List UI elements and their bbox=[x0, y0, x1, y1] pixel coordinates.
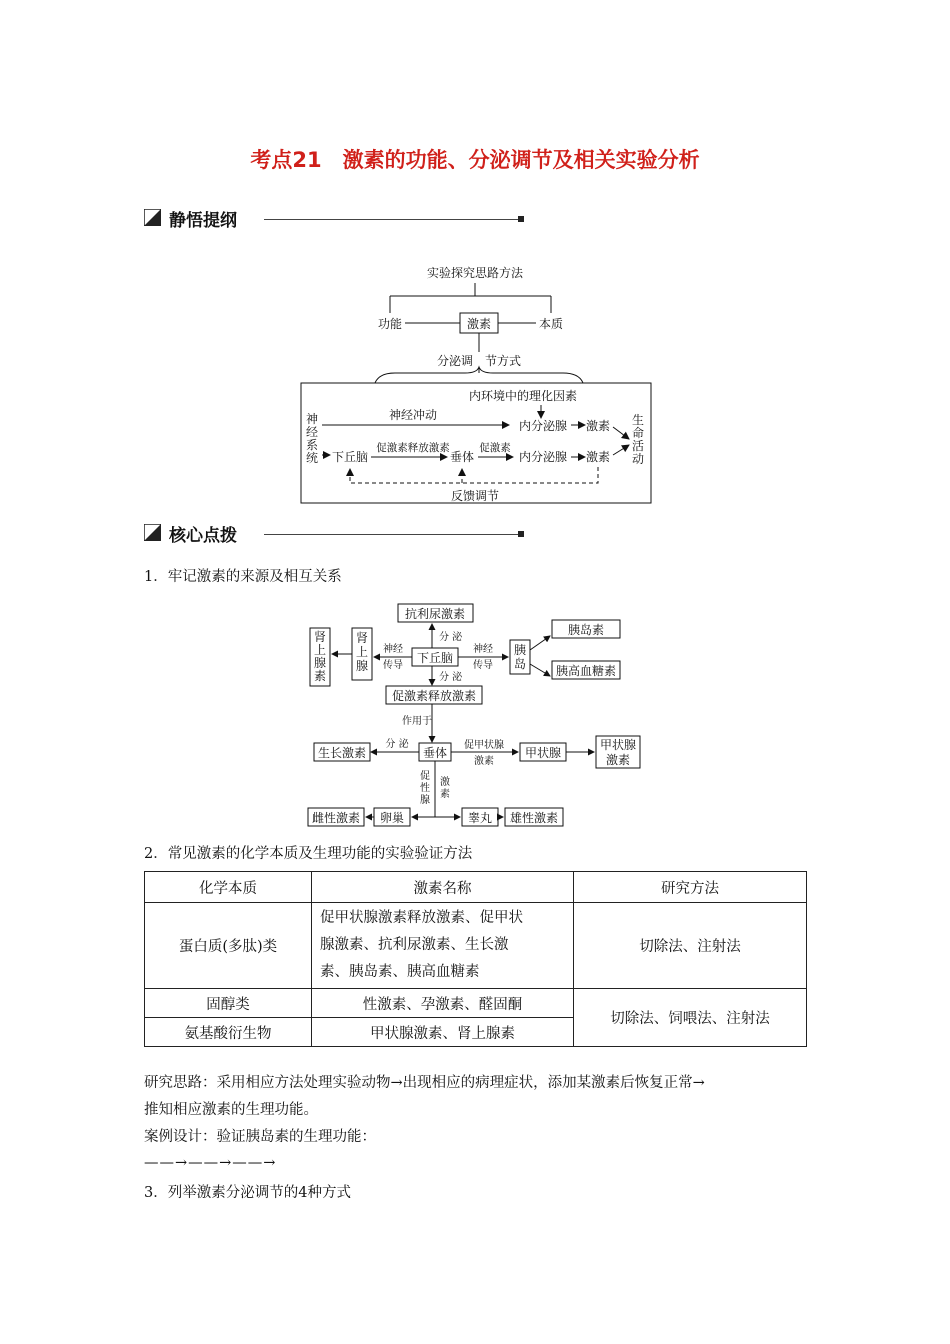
impulse-label: 神经冲动 bbox=[388, 408, 438, 422]
item-3-heading: 3．列举激素分泌调节的4种方式 bbox=[144, 1185, 351, 1201]
hormone-label-1: 激素 bbox=[585, 419, 611, 433]
tsh-bottom-label: 激素 bbox=[474, 756, 494, 767]
page-title: 考点21 激素的功能、分泌调节及相关实验分析 bbox=[250, 148, 700, 172]
nerve-right-1: 神经 bbox=[473, 644, 493, 655]
table-cell-names: 性激素、孕激素、醛固酮 bbox=[312, 989, 574, 1018]
section-label: 核心点拨 bbox=[169, 526, 237, 546]
item-2-heading: 2．常见激素的化学本质及生理功能的实验验证方法 bbox=[144, 846, 473, 862]
function-label: 功能 bbox=[377, 317, 403, 331]
feedback-label: 反馈调节 bbox=[450, 489, 500, 503]
pituitary-label: 垂体 bbox=[422, 746, 448, 760]
releasing-hormone-label: 促激素释放激素 bbox=[376, 442, 450, 454]
section-rule bbox=[264, 534, 518, 535]
case-design: 案例设计：验证胰岛素的生理功能： bbox=[144, 1129, 376, 1145]
table-cell-method: 切除法、注射法 bbox=[574, 903, 807, 989]
regulation-mode-label: 分泌调 节方式 bbox=[436, 354, 522, 368]
section-rule-end bbox=[518, 531, 524, 537]
life-char-4: 动 bbox=[631, 452, 645, 466]
adrenal-char-2: 上 bbox=[355, 645, 369, 659]
adh-label: 抗利尿激素 bbox=[404, 607, 466, 621]
table-cell-nature: 固醇类 bbox=[145, 989, 312, 1018]
regulation-overview-diagram bbox=[295, 255, 660, 510]
hormone-relationship-diagram bbox=[300, 598, 650, 830]
thyroid-label: 甲状腺 bbox=[524, 746, 562, 760]
life-char-1: 生 bbox=[631, 413, 645, 427]
acts-on-label: 作用于 bbox=[402, 716, 432, 727]
table-header: 激素名称 bbox=[312, 872, 574, 903]
table-header: 化学本质 bbox=[145, 872, 312, 903]
pituitary-label: 垂体 bbox=[449, 450, 475, 464]
adrenaline-char-2: 上 bbox=[313, 643, 327, 657]
hormone-label-2: 激素 bbox=[585, 450, 611, 464]
gonadotropin-right-2: 素 bbox=[440, 789, 450, 800]
islet-char-2: 岛 bbox=[513, 657, 527, 671]
table-row bbox=[145, 989, 807, 1018]
table-cell-nature: 氨基酸衍生物 bbox=[145, 1018, 312, 1047]
endocrine-label-2: 内分泌腺 bbox=[518, 450, 568, 464]
table-cell-names: 甲状腺激素、肾上腺素 bbox=[312, 1018, 574, 1047]
estrogen-label: 雌性激素 bbox=[311, 811, 361, 825]
hormone-label: 激素 bbox=[466, 317, 492, 331]
adrenal-char-3: 腺 bbox=[355, 659, 369, 673]
table-header: 研究方法 bbox=[574, 872, 807, 903]
hypothalamus-label: 下丘脑 bbox=[331, 450, 369, 464]
adrenaline-char-4: 素 bbox=[313, 669, 327, 683]
testis-label: 睾丸 bbox=[467, 811, 493, 825]
thyroxine-line-2: 激素 bbox=[605, 753, 631, 767]
trh-label: 促激素释放激素 bbox=[391, 689, 477, 703]
table-row bbox=[145, 903, 807, 989]
androgen-label: 雄性激素 bbox=[509, 811, 559, 825]
section-rule-end bbox=[518, 216, 524, 222]
nervous-char-3: 系 bbox=[305, 438, 319, 452]
nerve-right-2: 传导 bbox=[473, 660, 493, 671]
internal-env-label: 内环境中的理化因素 bbox=[468, 389, 578, 403]
thyroxine-line-1: 甲状腺 bbox=[599, 738, 637, 752]
section-label: 静悟提纲 bbox=[169, 211, 237, 231]
blank-chain: ——→——→——→ bbox=[144, 1155, 277, 1171]
adrenaline-char-3: 腺 bbox=[313, 656, 327, 670]
hormone-method-table bbox=[144, 871, 807, 1047]
section-rule bbox=[264, 219, 518, 220]
essence-label: 本质 bbox=[538, 317, 564, 331]
insulin-label: 胰岛素 bbox=[567, 623, 605, 637]
gh-label: 生长激素 bbox=[317, 746, 367, 760]
item-1-heading: 1．牢记激素的来源及相互关系 bbox=[144, 569, 342, 585]
section-corner-icon bbox=[144, 209, 161, 226]
gonadotropin-left-2: 性 bbox=[420, 783, 430, 794]
islet-char-1: 胰 bbox=[513, 643, 527, 657]
nervous-char-2: 经 bbox=[305, 425, 319, 439]
table-cell-names bbox=[312, 903, 574, 989]
adrenal-char-1: 肾 bbox=[355, 631, 369, 645]
gonadotropin-right-1: 激 bbox=[440, 777, 450, 788]
secrete-gh-label: 分 泌 bbox=[385, 739, 409, 750]
table-cell-method: 切除法、饲喂法、注射法 bbox=[574, 989, 807, 1047]
gonadotropin-left-3: 腺 bbox=[420, 795, 430, 806]
names-line: 腺激素、抗利尿激素、生长激 bbox=[320, 937, 509, 953]
names-line: 促甲状腺激素释放激素、促甲状 bbox=[320, 910, 523, 926]
hypothalamus-label: 下丘脑 bbox=[416, 651, 454, 665]
ovary-label: 卵巢 bbox=[379, 811, 405, 825]
secrete-bottom-label: 分 泌 bbox=[439, 672, 463, 683]
secrete-top-label: 分 泌 bbox=[439, 632, 463, 643]
nerve-left-2: 传导 bbox=[383, 660, 403, 671]
tropic-hormone-label: 促激素 bbox=[479, 442, 511, 454]
section-header-key-points bbox=[144, 521, 529, 547]
life-char-3: 活 bbox=[631, 439, 645, 453]
section-corner-icon bbox=[144, 524, 161, 541]
table-cell-nature: 蛋白质(多肽)类 bbox=[145, 903, 312, 989]
research-idea-line-1: 研究思路：采用相应方法处理实验动物→出现相应的病理症状，添加某激素后恢复正常→ bbox=[144, 1075, 705, 1091]
table-header-row bbox=[145, 872, 807, 903]
tsh-top-label: 促甲状腺 bbox=[464, 740, 504, 751]
exp-methods-label: 实验探究思路方法 bbox=[426, 266, 524, 280]
adrenaline-char-1: 肾 bbox=[313, 630, 327, 644]
section-header-outline bbox=[144, 206, 529, 232]
research-idea-line-2: 推知相应激素的生理功能。 bbox=[144, 1102, 318, 1118]
names-line: 素、胰岛素、胰高血糖素 bbox=[320, 964, 480, 980]
nerve-left-1: 神经 bbox=[383, 644, 403, 655]
nervous-char-1: 神 bbox=[305, 412, 319, 426]
gonadotropin-left-1: 促 bbox=[420, 771, 430, 782]
endocrine-label-1: 内分泌腺 bbox=[518, 419, 568, 433]
life-char-2: 命 bbox=[631, 426, 645, 440]
glucagon-label: 胰高血糖素 bbox=[555, 664, 617, 678]
nervous-char-4: 统 bbox=[305, 451, 319, 465]
